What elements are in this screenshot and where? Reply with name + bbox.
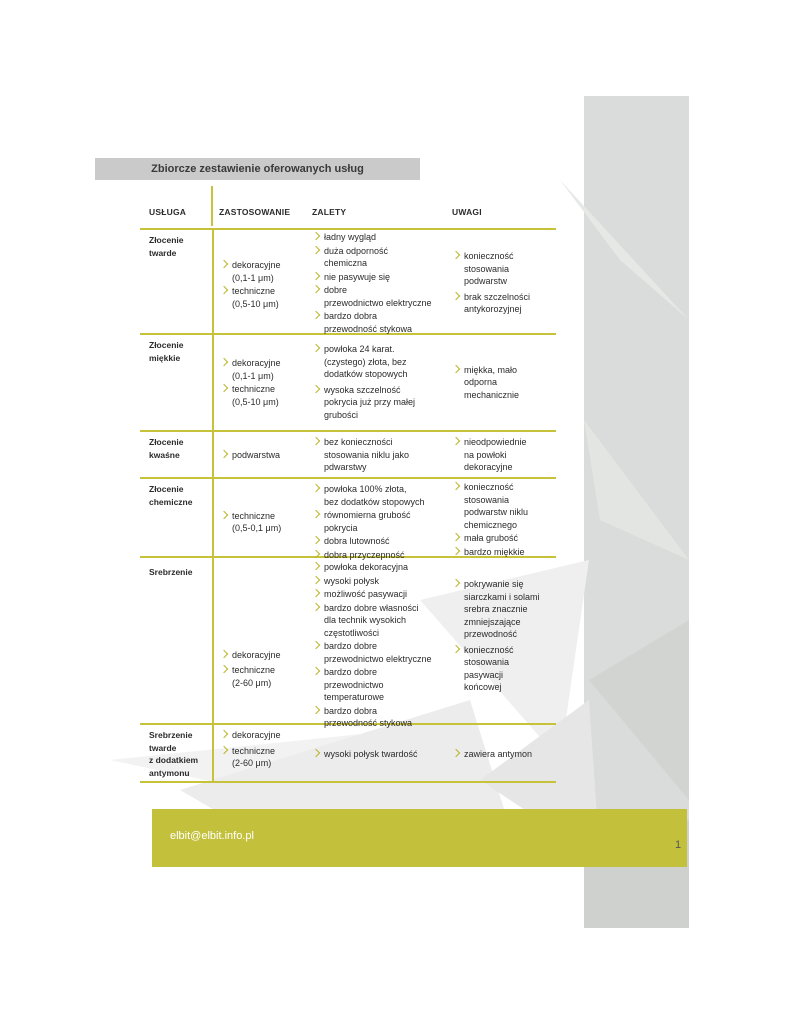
table-row	[140, 432, 556, 479]
list-item: podwarstwa	[220, 449, 302, 462]
use-cell	[212, 479, 306, 565]
list-item: techniczne (2-60 μm)	[220, 664, 302, 689]
pros-cell	[306, 725, 446, 783]
list-item: dekoracyjne (0,1-1 μm)	[220, 357, 302, 382]
use-cell	[212, 725, 306, 783]
list-item: brak szczelności antykorozyjnej	[452, 291, 552, 316]
service-name: Srebrzenie	[149, 567, 193, 577]
list-item: bardzo dobra przewodność stykowa	[312, 310, 442, 335]
use-cell	[212, 558, 306, 734]
list-item: konieczność stosowania podwarstw	[452, 250, 552, 288]
table-row	[140, 230, 556, 335]
list-item: zawiera antymon	[452, 748, 552, 761]
notes-cell	[446, 335, 556, 430]
service-name: Złocenie twarde	[149, 235, 184, 258]
list-item: dobre przewodnictwo elektryczne	[312, 284, 442, 309]
header-notes: UWAGI	[452, 207, 482, 217]
table-row	[140, 725, 556, 783]
list-item: techniczne (0,5-10 μm)	[220, 285, 302, 310]
list-item: konieczność stosowania pasywacji końcowej	[452, 644, 552, 694]
list-item: bardzo dobra przewodność stykowa	[312, 705, 442, 730]
service-name: Złocenie miękkie	[149, 340, 184, 363]
list-item: bez konieczności stosowania niklu jako pdwarstwy	[312, 436, 442, 474]
page-title: Zbiorcze zestawienie oferowanych usług	[95, 158, 420, 180]
pros-cell	[306, 230, 446, 339]
list-item: dekoracyjne	[220, 649, 302, 662]
list-item: bardzo dobre przewodnictwo temperaturowe	[312, 666, 442, 704]
list-item: techniczne (0,5-0,1 μm)	[220, 510, 302, 535]
notes-cell	[446, 479, 556, 565]
service-name: Złocenie kwaśne	[149, 437, 184, 460]
service-name: Srebrzenie twarde z dodatkiem antymonu	[149, 730, 199, 778]
notes-cell	[446, 230, 556, 339]
list-item: dekoracyjne (0,1-1 μm)	[220, 259, 302, 284]
list-item: techniczne (2-60 μm)	[220, 745, 302, 770]
list-item: dobra przyczepność	[312, 549, 442, 562]
list-item: wysoki połysk twardość	[312, 748, 442, 761]
table-header	[140, 198, 556, 230]
table-row	[140, 335, 556, 432]
list-item: dobra lutowność	[312, 535, 442, 548]
list-item: wysoki połysk	[312, 575, 442, 588]
use-cell	[212, 230, 306, 339]
list-item: konieczność stosowania podwarstw niklu chemicznego	[452, 481, 552, 531]
list-item: techniczne (0,5-10 μm)	[220, 383, 302, 408]
list-item: bardzo dobre przewodnictwo elektryczne	[312, 640, 442, 665]
table-row	[140, 558, 556, 728]
header-use: ZASTOSOWANIE	[219, 207, 291, 217]
pros-cell	[306, 335, 446, 430]
list-item: wysoka szczelność pokrycia już przy małej grubości	[312, 384, 442, 422]
list-item: powłoka 24 karat. (czystego) złota, bez dodatków stopowych	[312, 343, 442, 381]
pros-cell	[306, 432, 446, 478]
list-item: pokrywanie się siarczkami i solami srebra znacznie zmniejszające przewodność	[452, 578, 552, 641]
list-item: bardzo dobre własności dla technik wysokich częstotliwości	[312, 602, 442, 640]
list-item: nieodpowiednie na powłoki dekoracyjne	[452, 436, 552, 474]
list-item: równomierna grubość pokrycia	[312, 509, 442, 534]
header-pros: ZALETY	[312, 207, 347, 217]
list-item: powłoka dekoracyjna	[312, 561, 442, 574]
notes-cell	[446, 558, 556, 734]
list-item: możliwość pasywacji	[312, 588, 442, 601]
list-item: powłoka 100% złota, bez dodatków stopowych	[312, 483, 442, 508]
use-cell	[212, 335, 306, 430]
notes-cell	[446, 432, 556, 478]
list-item: ładny wygląd	[312, 231, 442, 244]
list-item: mała grubość	[452, 532, 552, 545]
use-cell	[212, 432, 306, 478]
services-table	[140, 198, 556, 783]
list-item: duża odporność chemiczna	[312, 245, 442, 270]
header-service: USŁUGA	[149, 207, 187, 217]
service-name: Złocenie chemiczne	[149, 484, 193, 507]
pros-cell	[306, 558, 446, 734]
footer-email: elbit@elbit.info.pl	[170, 830, 254, 842]
list-item: miękka, mało odporna mechanicznie	[452, 364, 552, 402]
pros-cell	[306, 479, 446, 565]
list-item: nie pasywuje się	[312, 271, 442, 284]
list-item: bardzo miękkie	[452, 546, 552, 559]
page-number: 1	[675, 839, 682, 851]
table-row	[140, 479, 556, 558]
list-item: dekoracyjne	[220, 729, 302, 742]
notes-cell	[446, 725, 556, 783]
